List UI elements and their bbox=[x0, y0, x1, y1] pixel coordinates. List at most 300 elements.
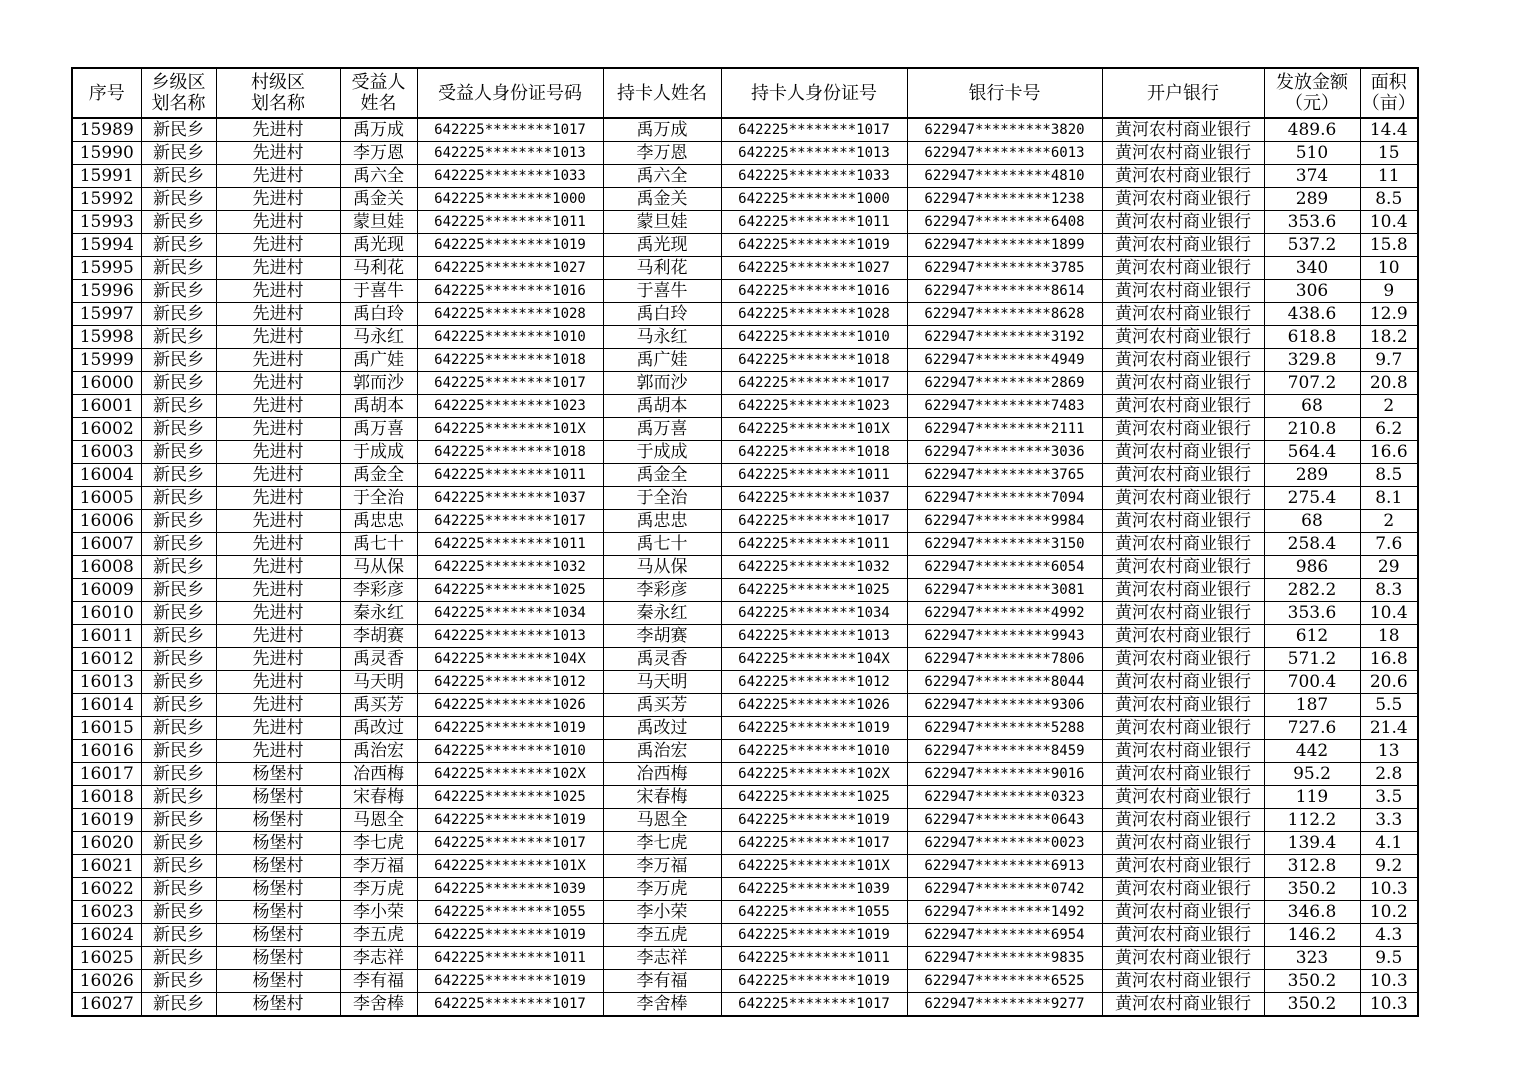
amount-cell: 537.2 bbox=[1264, 234, 1360, 257]
table-row bbox=[72, 165, 1418, 188]
township-cell: 新民乡 bbox=[141, 901, 216, 924]
village-cell: 先进村 bbox=[216, 349, 340, 372]
bank-card-cell: 622947*********4810 bbox=[907, 165, 1102, 188]
cardholder-id-cell: 642225********1016 bbox=[721, 280, 907, 303]
area-cell: 7.6 bbox=[1360, 533, 1418, 556]
village-cell: 先进村 bbox=[216, 625, 340, 648]
beneficiary-id-cell: 642225********1034 bbox=[417, 602, 603, 625]
beneficiary-id-cell: 642225********1011 bbox=[417, 533, 603, 556]
bank-card-cell: 622947*********3765 bbox=[907, 464, 1102, 487]
amount-cell: 353.6 bbox=[1264, 211, 1360, 234]
amount-cell: 571.2 bbox=[1264, 648, 1360, 671]
col-header-township: 乡级区 划名称 bbox=[141, 68, 216, 118]
amount-cell: 289 bbox=[1264, 464, 1360, 487]
serial-cell: 16005 bbox=[72, 487, 141, 510]
table-row bbox=[72, 625, 1418, 648]
cardholder-id-cell: 642225********1010 bbox=[721, 326, 907, 349]
beneficiary-id-cell: 642225********1017 bbox=[417, 993, 603, 1017]
beneficiary-id-cell: 642225********1019 bbox=[417, 970, 603, 993]
village-cell: 先进村 bbox=[216, 441, 340, 464]
village-cell: 杨堡村 bbox=[216, 832, 340, 855]
township-cell: 新民乡 bbox=[141, 556, 216, 579]
township-cell: 新民乡 bbox=[141, 602, 216, 625]
township-cell: 新民乡 bbox=[141, 118, 216, 142]
amount-cell: 564.4 bbox=[1264, 441, 1360, 464]
area-cell: 16.6 bbox=[1360, 441, 1418, 464]
beneficiary-id-cell: 642225********1017 bbox=[417, 372, 603, 395]
village-cell: 杨堡村 bbox=[216, 855, 340, 878]
area-cell: 3.3 bbox=[1360, 809, 1418, 832]
beneficiary-name-cell: 马恩全 bbox=[340, 809, 417, 832]
serial-cell: 16004 bbox=[72, 464, 141, 487]
bank-cell: 黄河农村商业银行 bbox=[1102, 993, 1264, 1017]
area-cell: 2 bbox=[1360, 395, 1418, 418]
cardholder-id-cell: 642225********1017 bbox=[721, 832, 907, 855]
village-cell: 先进村 bbox=[216, 533, 340, 556]
bank-cell: 黄河农村商业银行 bbox=[1102, 441, 1264, 464]
bank-cell: 黄河农村商业银行 bbox=[1102, 234, 1264, 257]
cardholder-id-cell: 642225********1019 bbox=[721, 970, 907, 993]
area-cell: 9.2 bbox=[1360, 855, 1418, 878]
bank-card-cell: 622947*********6408 bbox=[907, 211, 1102, 234]
township-cell: 新民乡 bbox=[141, 763, 216, 786]
table-row bbox=[72, 947, 1418, 970]
beneficiary-id-cell: 642225********1019 bbox=[417, 809, 603, 832]
serial-cell: 16024 bbox=[72, 924, 141, 947]
table-row bbox=[72, 993, 1418, 1017]
bank-card-cell: 622947*********4949 bbox=[907, 349, 1102, 372]
bank-cell: 黄河农村商业银行 bbox=[1102, 648, 1264, 671]
beneficiary-id-cell: 642225********1010 bbox=[417, 740, 603, 763]
area-cell: 10.3 bbox=[1360, 970, 1418, 993]
beneficiary-id-cell: 642225********1027 bbox=[417, 257, 603, 280]
beneficiary-name-cell: 禹治宏 bbox=[340, 740, 417, 763]
bank-card-cell: 622947*********6013 bbox=[907, 142, 1102, 165]
bank-card-cell: 622947*********4992 bbox=[907, 602, 1102, 625]
serial-cell: 16006 bbox=[72, 510, 141, 533]
cardholder-id-cell: 642225********1013 bbox=[721, 625, 907, 648]
cardholder-name-cell: 于喜牛 bbox=[603, 280, 721, 303]
bank-cell: 黄河农村商业银行 bbox=[1102, 763, 1264, 786]
township-cell: 新民乡 bbox=[141, 947, 216, 970]
cardholder-id-cell: 642225********1012 bbox=[721, 671, 907, 694]
beneficiary-name-cell: 于成成 bbox=[340, 441, 417, 464]
township-cell: 新民乡 bbox=[141, 671, 216, 694]
bank-cell: 黄河农村商业银行 bbox=[1102, 786, 1264, 809]
cardholder-name-cell: 禹忠忠 bbox=[603, 510, 721, 533]
bank-cell: 黄河农村商业银行 bbox=[1102, 901, 1264, 924]
beneficiary-name-cell: 马利花 bbox=[340, 257, 417, 280]
cardholder-id-cell: 642225********1025 bbox=[721, 579, 907, 602]
bank-card-cell: 622947*********6054 bbox=[907, 556, 1102, 579]
cardholder-name-cell: 马利花 bbox=[603, 257, 721, 280]
village-cell: 先进村 bbox=[216, 395, 340, 418]
beneficiary-id-cell: 642225********101X bbox=[417, 855, 603, 878]
bank-cell: 黄河农村商业银行 bbox=[1102, 832, 1264, 855]
bank-card-cell: 622947*********9943 bbox=[907, 625, 1102, 648]
bank-cell: 黄河农村商业银行 bbox=[1102, 257, 1264, 280]
col-header-beneficiary-name: 受益人 姓名 bbox=[340, 68, 417, 118]
table-row bbox=[72, 809, 1418, 832]
cardholder-id-cell: 642225********104X bbox=[721, 648, 907, 671]
cardholder-id-cell: 642225********102X bbox=[721, 763, 907, 786]
area-cell: 8.3 bbox=[1360, 579, 1418, 602]
area-cell: 2 bbox=[1360, 510, 1418, 533]
township-cell: 新民乡 bbox=[141, 717, 216, 740]
bank-cell: 黄河农村商业银行 bbox=[1102, 165, 1264, 188]
bank-card-cell: 622947*********7094 bbox=[907, 487, 1102, 510]
amount-cell: 139.4 bbox=[1264, 832, 1360, 855]
township-cell: 新民乡 bbox=[141, 740, 216, 763]
cardholder-id-cell: 642225********1019 bbox=[721, 717, 907, 740]
cardholder-name-cell: 马恩全 bbox=[603, 809, 721, 832]
bank-card-cell: 622947*********0643 bbox=[907, 809, 1102, 832]
amount-cell: 282.2 bbox=[1264, 579, 1360, 602]
table-row bbox=[72, 579, 1418, 602]
township-cell: 新民乡 bbox=[141, 993, 216, 1017]
township-cell: 新民乡 bbox=[141, 464, 216, 487]
beneficiary-name-cell: 李万虎 bbox=[340, 878, 417, 901]
serial-cell: 15992 bbox=[72, 188, 141, 211]
bank-cell: 黄河农村商业银行 bbox=[1102, 717, 1264, 740]
table-row bbox=[72, 671, 1418, 694]
beneficiary-name-cell: 李七虎 bbox=[340, 832, 417, 855]
beneficiary-id-cell: 642225********1017 bbox=[417, 118, 603, 142]
township-cell: 新民乡 bbox=[141, 809, 216, 832]
serial-cell: 16000 bbox=[72, 372, 141, 395]
area-cell: 9.7 bbox=[1360, 349, 1418, 372]
col-header-village: 村级区 划名称 bbox=[216, 68, 340, 118]
area-cell: 16.8 bbox=[1360, 648, 1418, 671]
serial-cell: 15989 bbox=[72, 118, 141, 142]
amount-cell: 146.2 bbox=[1264, 924, 1360, 947]
cardholder-id-cell: 642225********1028 bbox=[721, 303, 907, 326]
amount-cell: 340 bbox=[1264, 257, 1360, 280]
bank-cell: 黄河农村商业银行 bbox=[1102, 694, 1264, 717]
cardholder-name-cell: 李五虎 bbox=[603, 924, 721, 947]
bank-card-cell: 622947*********0323 bbox=[907, 786, 1102, 809]
cardholder-id-cell: 642225********1039 bbox=[721, 878, 907, 901]
amount-cell: 323 bbox=[1264, 947, 1360, 970]
area-cell: 6.2 bbox=[1360, 418, 1418, 441]
beneficiary-id-cell: 642225********102X bbox=[417, 763, 603, 786]
village-cell: 先进村 bbox=[216, 280, 340, 303]
area-cell: 12.9 bbox=[1360, 303, 1418, 326]
bank-cell: 黄河农村商业银行 bbox=[1102, 970, 1264, 993]
amount-cell: 68 bbox=[1264, 395, 1360, 418]
beneficiary-name-cell: 禹胡本 bbox=[340, 395, 417, 418]
serial-cell: 16018 bbox=[72, 786, 141, 809]
bank-cell: 黄河农村商业银行 bbox=[1102, 878, 1264, 901]
serial-cell: 15999 bbox=[72, 349, 141, 372]
cardholder-id-cell: 642225********1017 bbox=[721, 372, 907, 395]
table-row bbox=[72, 303, 1418, 326]
area-cell: 20.8 bbox=[1360, 372, 1418, 395]
cardholder-id-cell: 642225********1055 bbox=[721, 901, 907, 924]
area-cell: 18 bbox=[1360, 625, 1418, 648]
serial-cell: 16023 bbox=[72, 901, 141, 924]
village-cell: 先进村 bbox=[216, 188, 340, 211]
cardholder-name-cell: 禹广娃 bbox=[603, 349, 721, 372]
township-cell: 新民乡 bbox=[141, 855, 216, 878]
serial-cell: 15996 bbox=[72, 280, 141, 303]
area-cell: 15.8 bbox=[1360, 234, 1418, 257]
beneficiary-id-cell: 642225********1018 bbox=[417, 441, 603, 464]
cardholder-name-cell: 禹光现 bbox=[603, 234, 721, 257]
village-cell: 杨堡村 bbox=[216, 947, 340, 970]
table-row bbox=[72, 188, 1418, 211]
amount-cell: 442 bbox=[1264, 740, 1360, 763]
area-cell: 11 bbox=[1360, 165, 1418, 188]
village-cell: 先进村 bbox=[216, 671, 340, 694]
cardholder-id-cell: 642225********1017 bbox=[721, 510, 907, 533]
beneficiary-id-cell: 642225********1025 bbox=[417, 579, 603, 602]
area-cell: 8.5 bbox=[1360, 464, 1418, 487]
table-row bbox=[72, 533, 1418, 556]
cardholder-id-cell: 642225********1033 bbox=[721, 165, 907, 188]
serial-cell: 15998 bbox=[72, 326, 141, 349]
bank-cell: 黄河农村商业银行 bbox=[1102, 556, 1264, 579]
village-cell: 杨堡村 bbox=[216, 970, 340, 993]
beneficiary-id-cell: 642225********1028 bbox=[417, 303, 603, 326]
table-row bbox=[72, 602, 1418, 625]
table-row bbox=[72, 924, 1418, 947]
cardholder-name-cell: 李舍棒 bbox=[603, 993, 721, 1017]
cardholder-name-cell: 于成成 bbox=[603, 441, 721, 464]
bank-cell: 黄河农村商业银行 bbox=[1102, 395, 1264, 418]
village-cell: 杨堡村 bbox=[216, 901, 340, 924]
table-row bbox=[72, 694, 1418, 717]
amount-cell: 289 bbox=[1264, 188, 1360, 211]
cardholder-name-cell: 禹治宏 bbox=[603, 740, 721, 763]
table-row bbox=[72, 786, 1418, 809]
cardholder-name-cell: 禹买芳 bbox=[603, 694, 721, 717]
area-cell: 5.5 bbox=[1360, 694, 1418, 717]
cardholder-id-cell: 642225********1000 bbox=[721, 188, 907, 211]
serial-cell: 16011 bbox=[72, 625, 141, 648]
beneficiary-name-cell: 禹金关 bbox=[340, 188, 417, 211]
cardholder-name-cell: 李七虎 bbox=[603, 832, 721, 855]
bank-cell: 黄河农村商业银行 bbox=[1102, 372, 1264, 395]
bank-card-cell: 622947*********3192 bbox=[907, 326, 1102, 349]
amount-cell: 187 bbox=[1264, 694, 1360, 717]
table-row bbox=[72, 556, 1418, 579]
village-cell: 先进村 bbox=[216, 418, 340, 441]
cardholder-id-cell: 642225********101X bbox=[721, 855, 907, 878]
village-cell: 先进村 bbox=[216, 579, 340, 602]
amount-cell: 312.8 bbox=[1264, 855, 1360, 878]
table-row bbox=[72, 441, 1418, 464]
table-row bbox=[72, 372, 1418, 395]
cardholder-id-cell: 642225********1011 bbox=[721, 211, 907, 234]
serial-cell: 16019 bbox=[72, 809, 141, 832]
amount-cell: 700.4 bbox=[1264, 671, 1360, 694]
beneficiary-name-cell: 李五虎 bbox=[340, 924, 417, 947]
area-cell: 29 bbox=[1360, 556, 1418, 579]
beneficiary-id-cell: 642225********1019 bbox=[417, 924, 603, 947]
amount-cell: 306 bbox=[1264, 280, 1360, 303]
col-header-cardholder-id: 持卡人身份证号 bbox=[721, 68, 907, 118]
village-cell: 先进村 bbox=[216, 717, 340, 740]
table-row bbox=[72, 763, 1418, 786]
area-cell: 10.4 bbox=[1360, 211, 1418, 234]
table-row bbox=[72, 257, 1418, 280]
area-cell: 8.5 bbox=[1360, 188, 1418, 211]
beneficiary-id-cell: 642225********1023 bbox=[417, 395, 603, 418]
amount-cell: 707.2 bbox=[1264, 372, 1360, 395]
bank-cell: 黄河农村商业银行 bbox=[1102, 602, 1264, 625]
serial-cell: 15990 bbox=[72, 142, 141, 165]
area-cell: 4.1 bbox=[1360, 832, 1418, 855]
beneficiary-name-cell: 于全治 bbox=[340, 487, 417, 510]
cardholder-id-cell: 642225********1013 bbox=[721, 142, 907, 165]
cardholder-name-cell: 李胡赛 bbox=[603, 625, 721, 648]
beneficiary-id-cell: 642225********1011 bbox=[417, 211, 603, 234]
table-row bbox=[72, 855, 1418, 878]
amount-cell: 489.6 bbox=[1264, 118, 1360, 142]
cardholder-name-cell: 禹白玲 bbox=[603, 303, 721, 326]
cardholder-name-cell: 李小荣 bbox=[603, 901, 721, 924]
bank-cell: 黄河农村商业银行 bbox=[1102, 533, 1264, 556]
table-row bbox=[72, 648, 1418, 671]
serial-cell: 16015 bbox=[72, 717, 141, 740]
table-row bbox=[72, 832, 1418, 855]
beneficiary-name-cell: 李胡赛 bbox=[340, 625, 417, 648]
township-cell: 新民乡 bbox=[141, 418, 216, 441]
area-cell: 10.3 bbox=[1360, 993, 1418, 1017]
beneficiary-name-cell: 禹灵香 bbox=[340, 648, 417, 671]
area-cell: 13 bbox=[1360, 740, 1418, 763]
table-row bbox=[72, 740, 1418, 763]
village-cell: 先进村 bbox=[216, 464, 340, 487]
beneficiary-id-cell: 642225********1026 bbox=[417, 694, 603, 717]
bank-cell: 黄河农村商业银行 bbox=[1102, 418, 1264, 441]
bank-card-cell: 622947*********1238 bbox=[907, 188, 1102, 211]
col-header-beneficiary-id: 受益人身份证号码 bbox=[417, 68, 603, 118]
beneficiary-name-cell: 冶西梅 bbox=[340, 763, 417, 786]
cardholder-name-cell: 禹金全 bbox=[603, 464, 721, 487]
beneficiary-name-cell: 禹金全 bbox=[340, 464, 417, 487]
beneficiary-id-cell: 642225********1011 bbox=[417, 947, 603, 970]
beneficiary-name-cell: 李舍棒 bbox=[340, 993, 417, 1017]
serial-cell: 16026 bbox=[72, 970, 141, 993]
serial-cell: 15994 bbox=[72, 234, 141, 257]
bank-cell: 黄河农村商业银行 bbox=[1102, 464, 1264, 487]
village-cell: 杨堡村 bbox=[216, 786, 340, 809]
cardholder-name-cell: 马从保 bbox=[603, 556, 721, 579]
township-cell: 新民乡 bbox=[141, 924, 216, 947]
township-cell: 新民乡 bbox=[141, 395, 216, 418]
serial-cell: 16010 bbox=[72, 602, 141, 625]
beneficiary-id-cell: 642225********1013 bbox=[417, 142, 603, 165]
cardholder-name-cell: 李万福 bbox=[603, 855, 721, 878]
beneficiary-name-cell: 禹买芳 bbox=[340, 694, 417, 717]
cardholder-name-cell: 秦永红 bbox=[603, 602, 721, 625]
table-row bbox=[72, 510, 1418, 533]
amount-cell: 119 bbox=[1264, 786, 1360, 809]
amount-cell: 112.2 bbox=[1264, 809, 1360, 832]
area-cell: 9 bbox=[1360, 280, 1418, 303]
area-cell: 15 bbox=[1360, 142, 1418, 165]
serial-cell: 16021 bbox=[72, 855, 141, 878]
bank-cell: 黄河农村商业银行 bbox=[1102, 349, 1264, 372]
township-cell: 新民乡 bbox=[141, 533, 216, 556]
serial-cell: 16007 bbox=[72, 533, 141, 556]
amount-cell: 95.2 bbox=[1264, 763, 1360, 786]
village-cell: 先进村 bbox=[216, 234, 340, 257]
bank-card-cell: 622947*********3820 bbox=[907, 118, 1102, 142]
beneficiary-id-cell: 642225********101X bbox=[417, 418, 603, 441]
township-cell: 新民乡 bbox=[141, 441, 216, 464]
serial-cell: 16025 bbox=[72, 947, 141, 970]
bank-cell: 黄河农村商业银行 bbox=[1102, 625, 1264, 648]
area-cell: 10.2 bbox=[1360, 901, 1418, 924]
beneficiary-id-cell: 642225********1025 bbox=[417, 786, 603, 809]
cardholder-id-cell: 642225********1025 bbox=[721, 786, 907, 809]
township-cell: 新民乡 bbox=[141, 878, 216, 901]
bank-card-cell: 622947*********9984 bbox=[907, 510, 1102, 533]
bank-card-cell: 622947*********8614 bbox=[907, 280, 1102, 303]
beneficiary-id-cell: 642225********104X bbox=[417, 648, 603, 671]
cardholder-name-cell: 李彩彦 bbox=[603, 579, 721, 602]
village-cell: 杨堡村 bbox=[216, 924, 340, 947]
bank-cell: 黄河农村商业银行 bbox=[1102, 579, 1264, 602]
cardholder-id-cell: 642225********1037 bbox=[721, 487, 907, 510]
table-row bbox=[72, 234, 1418, 257]
serial-cell: 16009 bbox=[72, 579, 141, 602]
village-cell: 先进村 bbox=[216, 602, 340, 625]
serial-cell: 16002 bbox=[72, 418, 141, 441]
cardholder-name-cell: 冶西梅 bbox=[603, 763, 721, 786]
serial-cell: 16013 bbox=[72, 671, 141, 694]
amount-cell: 350.2 bbox=[1264, 993, 1360, 1017]
township-cell: 新民乡 bbox=[141, 234, 216, 257]
table-row bbox=[72, 717, 1418, 740]
area-cell: 4.3 bbox=[1360, 924, 1418, 947]
beneficiary-name-cell: 李万恩 bbox=[340, 142, 417, 165]
area-cell: 8.1 bbox=[1360, 487, 1418, 510]
beneficiary-id-cell: 642225********1012 bbox=[417, 671, 603, 694]
table-row bbox=[72, 487, 1418, 510]
area-cell: 3.5 bbox=[1360, 786, 1418, 809]
bank-cell: 黄河农村商业银行 bbox=[1102, 809, 1264, 832]
amount-cell: 275.4 bbox=[1264, 487, 1360, 510]
bank-cell: 黄河农村商业银行 bbox=[1102, 118, 1264, 142]
beneficiary-name-cell: 禹万喜 bbox=[340, 418, 417, 441]
amount-cell: 727.6 bbox=[1264, 717, 1360, 740]
village-cell: 杨堡村 bbox=[216, 993, 340, 1017]
area-cell: 10 bbox=[1360, 257, 1418, 280]
bank-cell: 黄河农村商业银行 bbox=[1102, 326, 1264, 349]
township-cell: 新民乡 bbox=[141, 280, 216, 303]
amount-cell: 618.8 bbox=[1264, 326, 1360, 349]
cardholder-id-cell: 642225********1017 bbox=[721, 118, 907, 142]
table-row bbox=[72, 901, 1418, 924]
village-cell: 先进村 bbox=[216, 142, 340, 165]
beneficiary-name-cell: 禹忠忠 bbox=[340, 510, 417, 533]
subsidy-payment-table bbox=[71, 67, 1419, 1017]
beneficiary-name-cell: 禹七十 bbox=[340, 533, 417, 556]
table-row bbox=[72, 326, 1418, 349]
serial-cell: 16020 bbox=[72, 832, 141, 855]
area-cell: 18.2 bbox=[1360, 326, 1418, 349]
bank-card-cell: 622947*********3036 bbox=[907, 441, 1102, 464]
bank-card-cell: 622947*********3081 bbox=[907, 579, 1102, 602]
serial-cell: 15995 bbox=[72, 257, 141, 280]
serial-cell: 16012 bbox=[72, 648, 141, 671]
cardholder-id-cell: 642225********1019 bbox=[721, 924, 907, 947]
col-header-bank: 开户银行 bbox=[1102, 68, 1264, 118]
